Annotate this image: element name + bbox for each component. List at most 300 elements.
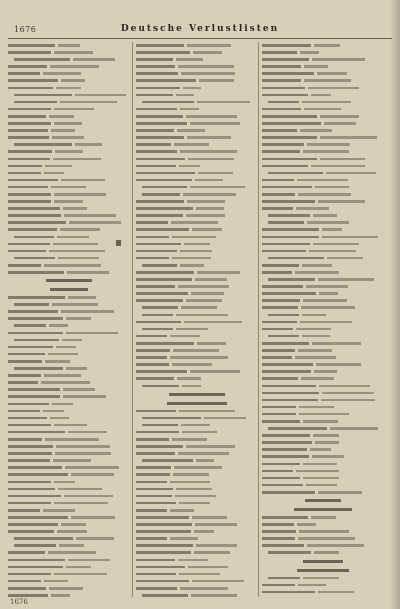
text-ink [68,431,107,434]
text-ink [186,115,238,118]
text-ink [136,172,195,175]
text-ink [136,509,167,512]
list-entry [136,542,258,549]
text-ink [177,377,201,380]
list-entry [8,255,130,262]
text-ink [268,577,300,580]
list-entry [136,585,258,592]
list-entry [136,99,258,106]
text-ink [54,481,75,484]
text-ink [197,101,250,104]
text-ink [136,473,170,476]
list-entry [262,411,384,418]
text-ink [170,335,200,338]
text-ink [64,214,116,217]
list-entry [8,56,130,63]
text-ink [49,587,83,590]
text-ink [14,367,63,370]
text-ink [299,413,348,416]
text-ink [136,349,170,352]
list-entry [136,408,258,415]
text-ink [136,285,175,288]
list-entry [136,56,258,63]
text-ink [268,221,304,224]
text-ink [8,573,51,576]
text-ink [8,346,53,349]
list-entry [136,592,258,597]
text-ink [136,179,192,182]
text-ink [320,115,359,118]
text-ink [136,271,194,274]
list-entry [262,148,384,155]
list-entry [8,408,130,415]
list-entry [136,486,258,493]
text-ink [303,420,338,423]
list-entry [262,549,384,556]
text-ink [300,129,332,132]
running-title: Deutsche Verlustlisten [120,24,280,34]
text-ink [262,463,300,466]
text-ink [262,200,315,203]
text-ink [314,44,340,47]
text-ink [136,292,188,295]
list-entry [262,361,384,368]
text-ink [136,65,175,68]
text-ink [197,271,240,274]
text-ink [136,523,192,526]
text-ink [49,115,74,118]
list-entry [8,436,130,443]
text-ink [8,243,50,246]
text-ink [182,431,216,434]
text-ink [55,452,112,455]
text-ink [8,395,60,398]
text-ink [65,466,120,469]
text-ink [136,299,183,302]
list-entry [8,337,130,344]
list-entry [8,486,130,493]
text-ink [136,200,184,203]
list-entry [262,439,384,446]
text-ink [52,136,84,139]
text-ink [142,385,179,388]
list-entry [262,156,384,163]
text-ink [142,328,173,331]
text-ink [76,537,115,540]
text-ink [262,342,309,345]
text-ink [300,321,352,324]
list-entry [136,333,258,340]
list-entry [8,386,130,393]
list-entry [136,507,258,514]
text-ink [262,44,311,47]
list-entry [262,63,384,70]
text-ink [8,193,51,196]
text-ink [8,108,51,111]
text-ink [53,243,98,246]
text-ink [303,560,343,563]
list-entry [136,141,258,148]
text-ink [192,580,244,583]
list-entry [8,42,130,49]
text-ink [262,58,309,61]
list-entry [136,63,258,70]
text-ink [46,279,93,282]
text-ink [136,580,189,583]
text-ink [262,349,295,352]
text-ink [136,165,176,168]
list-entry [8,262,130,269]
list-entry [136,375,258,382]
text-ink [187,44,231,47]
text-ink [178,285,228,288]
list-entry [136,92,258,99]
text-ink [262,392,319,395]
text-ink [142,186,187,189]
text-ink [8,502,51,505]
text-ink [262,413,296,416]
text-ink [8,264,41,267]
list-entry [136,471,258,478]
list-entry [262,106,384,113]
text-ink [311,516,336,519]
text-ink [50,417,69,420]
text-ink [198,172,233,175]
text-ink [195,278,228,281]
list-entry [262,219,384,226]
list-entry [8,85,130,92]
text-ink [44,264,102,267]
text-ink [55,150,82,153]
text-ink [313,434,339,437]
footer-page-number: 1676 [10,598,28,606]
text-ink [142,417,201,420]
text-ink [136,58,173,61]
text-ink [178,65,235,68]
list-entry [8,564,130,571]
list-entry [8,170,130,177]
text-ink [136,150,177,153]
list-entry [262,582,384,589]
text-ink [48,551,96,554]
text-ink [301,377,334,380]
text-ink [320,158,365,161]
text-ink [262,470,293,473]
text-ink [54,573,108,576]
text-ink [268,278,315,281]
list-entry [8,113,130,120]
text-ink [136,129,174,132]
list-entry [8,422,130,429]
text-ink [136,243,181,246]
text-ink [262,356,292,359]
text-ink [191,594,237,597]
text-ink [306,484,337,487]
text-ink [178,559,208,562]
text-ink [262,530,296,533]
list-entry [262,375,384,382]
list-entry [136,326,258,333]
text-ink [59,544,84,547]
list-entry [8,585,130,592]
text-ink [180,108,199,111]
text-ink [136,516,189,519]
list-entry [136,191,258,198]
list-entry [8,493,130,500]
text-ink [170,509,194,512]
column-divider [132,42,133,597]
text-ink [136,356,167,359]
list-entry [8,315,130,322]
text-ink [8,353,45,356]
text-ink [179,410,236,413]
text-ink [298,349,332,352]
text-ink [142,193,180,196]
text-ink [186,214,225,217]
list-entry [8,205,130,212]
text-ink [136,158,185,161]
list-entry [136,549,258,556]
text-ink [268,427,327,430]
list-entry [8,248,130,255]
text-ink [199,79,234,82]
text-ink [310,448,331,451]
text-ink [54,51,92,54]
list-entry [136,528,258,535]
text-ink [262,516,308,519]
text-ink [174,143,209,146]
text-ink [8,509,40,512]
text-ink [73,58,115,61]
text-ink [14,339,59,342]
text-ink [14,236,54,239]
text-ink [262,158,317,161]
text-ink [8,250,46,253]
text-ink [190,370,240,373]
text-ink [188,158,235,161]
list-entry [136,304,258,311]
text-ink [262,122,321,125]
text-ink [54,424,87,427]
text-ink [176,488,212,491]
text-ink [318,200,365,203]
list-entry [8,535,130,542]
text-ink [262,65,301,68]
list-entry [8,379,130,386]
text-ink [57,236,89,239]
text-ink [136,342,194,345]
section-heading [262,496,384,505]
text-ink [171,221,218,224]
list-entry [136,156,258,163]
text-ink [308,87,359,90]
list-entry [8,443,130,450]
list-entry [136,148,258,155]
list-entry [262,269,384,276]
text-ink [317,72,347,75]
text-ink [262,584,295,587]
text-ink [302,264,331,267]
text-ink [8,228,57,231]
list-entry [136,479,258,486]
text-ink [268,101,299,104]
list-entry [136,283,258,290]
text-ink [8,559,65,562]
text-ink [8,403,49,406]
text-ink [176,314,228,317]
text-ink [182,385,201,388]
list-entry [136,535,258,542]
list-entry [136,241,258,248]
section-heading [136,390,258,399]
list-entry [8,269,130,276]
text-ink [8,221,66,224]
text-ink [54,122,81,125]
text-ink [268,172,323,175]
text-ink [136,228,189,231]
text-ink [53,158,101,161]
list-entry [8,49,130,56]
list-entry [136,443,258,450]
text-ink [45,360,70,363]
text-ink [142,264,177,267]
text-ink [75,94,126,97]
text-ink [50,65,99,68]
text-ink [8,200,51,203]
text-ink [8,296,65,299]
column-middle [136,42,258,597]
text-ink [262,321,297,324]
list-entry [136,429,258,436]
text-ink [262,72,314,75]
text-ink [62,339,82,342]
text-ink [321,399,375,402]
text-ink [44,172,64,175]
text-ink [8,122,51,125]
text-ink [178,452,229,455]
text-ink [180,150,237,153]
list-entry [262,425,384,432]
text-ink [262,79,301,82]
text-ink [295,356,336,359]
list-entry [262,297,384,304]
text-ink [313,214,338,217]
text-ink [57,530,88,533]
text-ink [296,470,339,473]
text-ink [319,385,369,388]
text-ink [306,285,348,288]
text-ink [262,179,294,182]
text-ink [314,370,337,373]
text-ink [136,587,177,590]
list-entry [8,70,130,77]
text-ink [8,580,41,583]
text-ink [262,306,298,309]
text-ink [14,303,49,306]
list-entry [136,212,258,219]
list-entry [8,234,130,241]
list-entry [262,397,384,404]
text-ink [136,431,179,434]
text-ink [294,508,352,511]
list-entry [136,514,258,521]
text-ink [8,310,58,313]
text-ink [14,143,72,146]
list-entry [8,106,130,113]
text-ink [75,143,103,146]
text-ink [303,150,350,153]
text-ink [196,207,224,210]
text-ink [297,569,349,572]
text-ink [8,65,47,68]
text-ink [8,129,48,132]
list-entry [262,319,384,326]
list-entry [262,368,384,375]
list-entry [136,521,258,528]
list-entry [8,557,130,564]
list-entry [8,198,130,205]
text-ink [8,388,60,391]
text-ink [262,193,295,196]
list-entry [8,479,130,486]
list-entry [136,127,258,134]
text-ink [136,481,167,484]
list-entry [136,198,258,205]
list-entry [8,99,130,106]
text-ink [136,377,174,380]
text-ink [45,165,72,168]
text-ink [262,165,308,168]
text-ink [262,448,307,451]
text-ink [268,214,310,217]
text-ink [196,459,214,462]
text-ink [8,51,51,54]
text-ink [8,207,60,210]
list-entry [8,226,130,233]
text-ink [170,537,198,540]
text-ink [303,477,340,480]
text-ink [262,484,303,487]
text-ink [8,594,48,597]
text-ink [136,257,169,260]
list-entry [262,453,384,460]
text-ink [262,250,306,253]
text-ink [196,544,237,547]
text-ink [8,417,47,420]
text-ink [192,516,227,519]
text-ink [8,158,50,161]
text-ink [8,271,64,274]
text-ink [68,559,110,562]
text-ink [262,477,300,480]
list-entry [8,429,130,436]
list-entry [8,148,130,155]
text-ink [8,360,42,363]
text-ink [298,537,355,540]
list-entry [262,514,384,521]
text-ink [262,207,293,210]
list-entry [136,234,258,241]
list-entry [262,163,384,170]
text-ink [172,236,216,239]
list-entry [262,340,384,347]
text-ink [315,186,348,189]
text-ink [48,353,78,356]
text-ink [186,299,222,302]
text-ink [195,523,237,526]
text-ink [136,87,180,90]
list-entry [8,156,130,163]
